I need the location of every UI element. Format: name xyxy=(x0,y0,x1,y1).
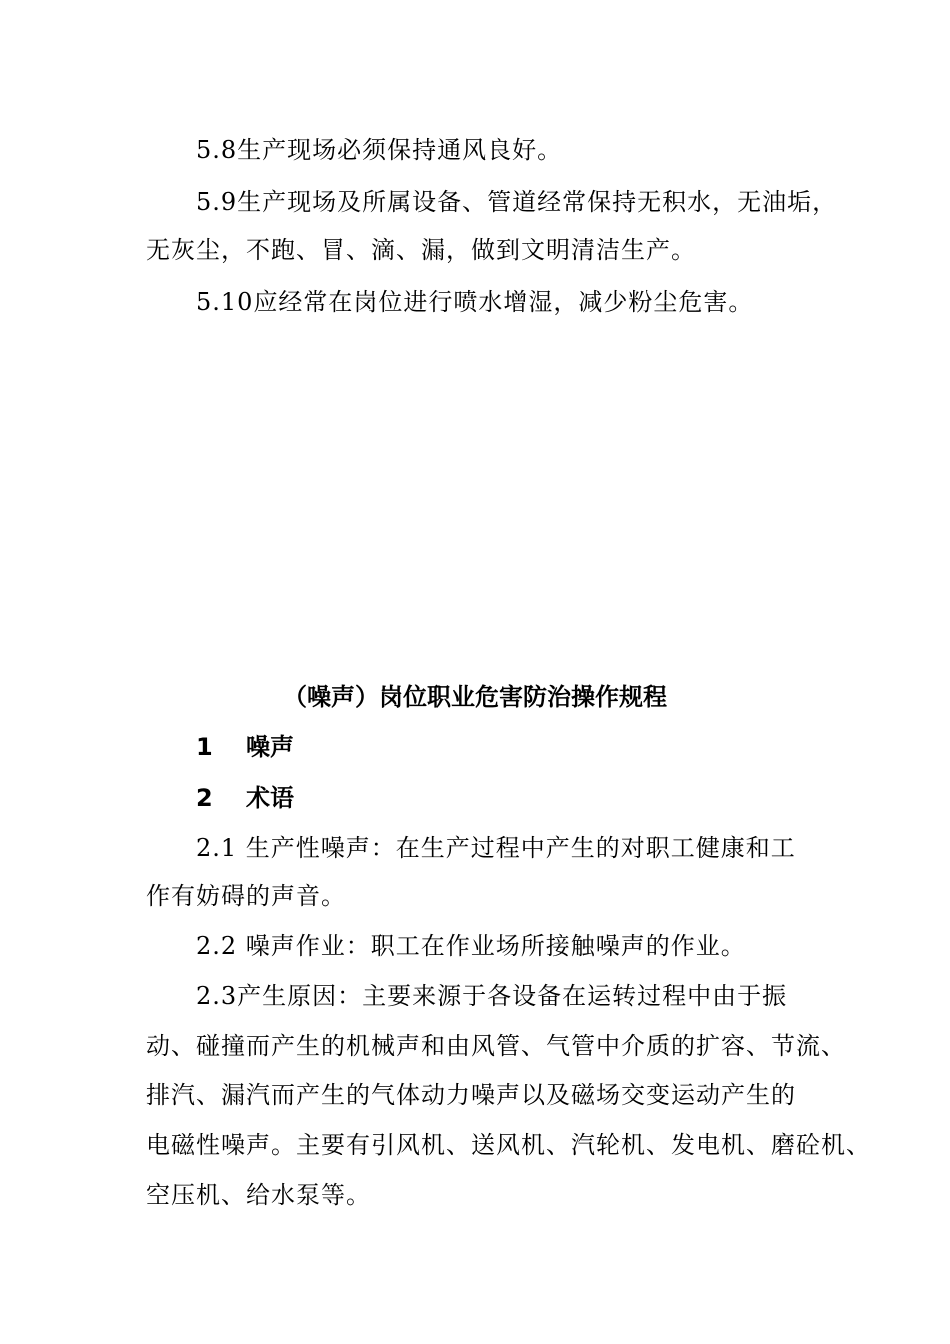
paragraph-2-3-line-5: 空压机、给水泵等。 xyxy=(146,1181,371,1209)
paragraph-2-2: 2.2 噪声作业：职工在作业场所接触噪声的作业。 xyxy=(196,932,746,960)
paragraph-2-3-line-3: 排汽、漏汽而产生的气体动力噪声以及磁场交变运动产生的 xyxy=(146,1081,796,1109)
paragraph-2-3-line-4: 电磁性噪声。主要有引风机、送风机、汽轮机、发电机、磨砼机、 xyxy=(146,1131,871,1159)
paragraph-5-9-line-1: 5.9生产现场及所属设备、管道经常保持无积水，无油垢， xyxy=(196,188,838,216)
section-1-title: 噪声 xyxy=(246,733,294,761)
paragraph-5-9-line-2: 无灰尘，不跑、冒、滴、漏，做到文明清洁生产。 xyxy=(146,236,696,264)
paragraph-5-10: 5.10应经常在岗位进行喷水增湿，减少粉尘危害。 xyxy=(196,288,754,316)
paragraph-2-1-line-1: 2.1 生产性噪声：在生产过程中产生的对职工健康和工 xyxy=(196,834,796,862)
section-2-title: 术语 xyxy=(246,784,294,812)
paragraph-2-1-line-2: 作有妨碍的声音。 xyxy=(146,882,346,910)
document-title: （噪声）岗位职业危害防治操作规程 xyxy=(283,683,667,711)
paragraph-2-3-line-1: 2.3产生原因：主要来源于各设备在运转过程中由于振 xyxy=(196,982,788,1010)
paragraph-2-3-line-2: 动、碰撞而产生的机械声和由风管、气管中介质的扩容、节流、 xyxy=(146,1032,846,1060)
paragraph-5-8: 5.8生产现场必须保持通风良好。 xyxy=(196,136,563,164)
section-2-number: 2 xyxy=(196,784,213,812)
section-1-number: 1 xyxy=(196,733,213,761)
